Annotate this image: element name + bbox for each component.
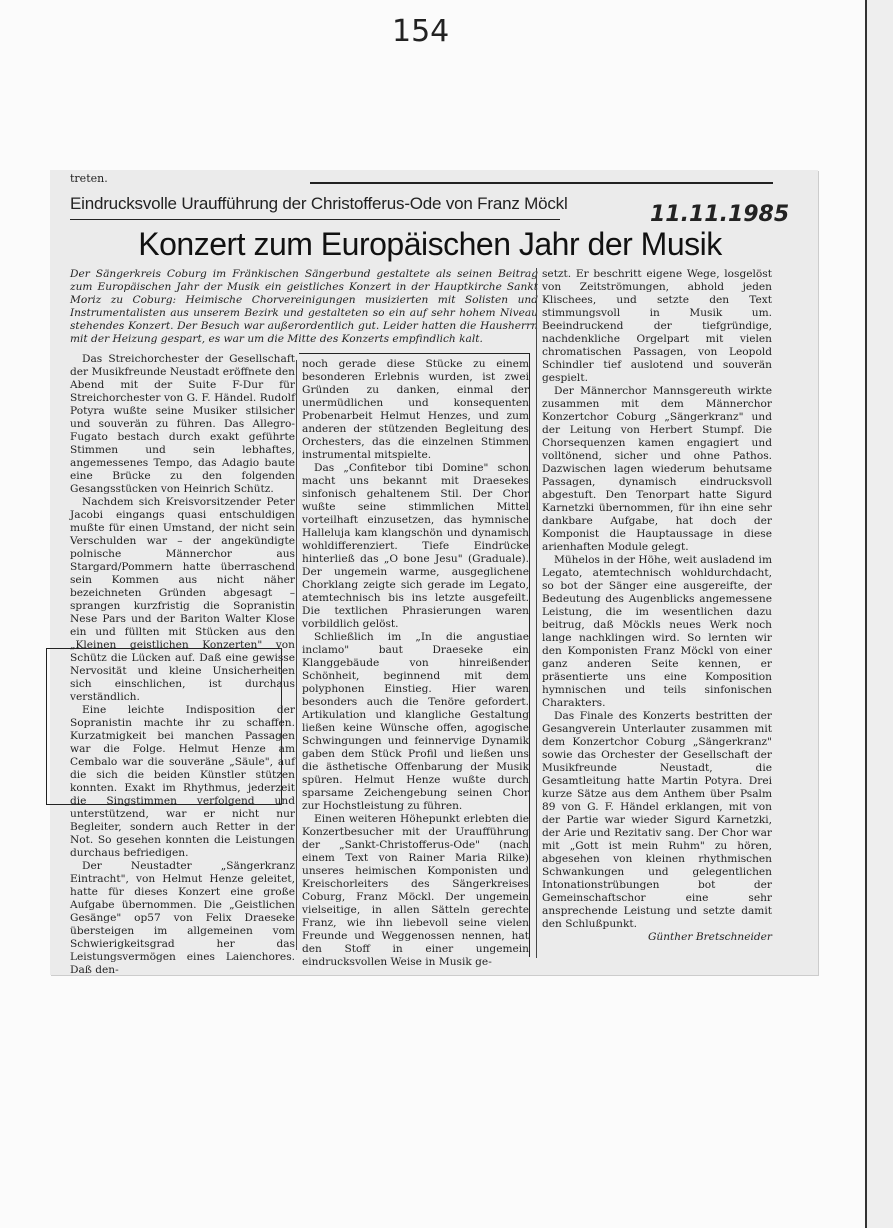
paragraph: setzt. Er beschritt eigene Wege, losgelöst von Zeitströmungen, abhold jeden Klischees, und setzte den Text stimmungsvoll in Musik um. Beeindruckend der tiefgründige, nachdenkliche Orgelpart mit vielen chromatischen Passagen, von Leopold Schindler tief auslotend und souverän gespielt.	[542, 268, 772, 384]
paragraph: Der Neustadter „Sängerkranz Eintracht", von Helmut Henze geleitet, hatte für dieses Konzert eine große Aufgabe übernommen. Die „Geistlichen Gesänge" op57 von Felix Draeseke übersteigen im allgemeinen vom Schwierigkeitsgrad her das Leistungsvermögen eines Laienchores. Daß den-	[70, 860, 295, 976]
page-number: 154	[392, 14, 450, 49]
binder-edge	[865, 0, 893, 1228]
handwritten-date: 11.11.1985	[650, 202, 790, 227]
paragraph: Das Streichorchester der Gesellschaft der Musikfreunde Neustadt eröffnete den Abend mit der Suite F-Dur für Streichorchester von G. F. Händel. Rudolf Potyra wußte seine Musiker stilsicher und souverän zu führen. Das Allegro-Fugato bestach durch exakt geführte Stimmen und sein lebhaftes, angemessenes Tempo, das Adagio baute eine Brücke zu den folgenden Gesangsstücken von Heinrich Schütz.	[70, 353, 295, 495]
article-column-2	[302, 358, 529, 969]
clipping-fragment-text: treten.	[70, 172, 108, 185]
lead-paragraph	[70, 268, 538, 346]
top-rule	[310, 182, 773, 184]
kicker: Eindrucksvolle Uraufführung der Christofferus-Ode von Franz Möckl	[70, 194, 568, 213]
paragraph: Der Männerchor Mannsgereuth wirkte zusammen mit dem Männerchor Konzertchor Coburg „Sängerkranz" und der Leitung von Herbert Stumpf. Die Chorsequenzen kamen engagiert und volltönend, sicher und ohne Pathos. Dazwischen lagen wiederum behutsame Passagen, dynamisch eindrucksvoll abgestuft. Den Tenorpart hatte Sigurd Karnetzki übernommen, für ihn eine sehr dankbare Aufgabe, hat doch der Komponist die Hauptaussage in diese arienhaften Module gelegt.	[542, 385, 772, 553]
author-signature: Günther Bretschneider	[647, 931, 772, 943]
paragraph: Eine leichte Indisposition der Sopranistin machte ihr zu schaffen. Kurzatmigkeit bei manchen Passagen war die Folge. Helmut Henze am Cembalo war die souveräne „Säule", auf die sich die beiden Künstler stützen konnten. Exakt im Rhythmus, jederzeit die Singstimmen verfolgend und unterstützend, war er nicht nur Begleiter, sondern auch Retter in der Not. So gesehen konnten die Leistungen durchaus befriedigen.	[70, 704, 295, 859]
paragraph: Nachdem sich Kreisvorsitzender Peter Jacobi eingangs quasi entschuldigen mußte für einen Umstand, der nicht sein Verschulden war – der angekündigte polnische Männerchor aus Stargard/Pommern hatte überraschend sein Kommen aus nicht näher bezeichneten Gründen abgesagt – sprangen kurzfristig die Sopranistin Nese Pars und der Bariton Walter Klose ein und füllten mit Stücken aus den „Kleinen geistlichen Konzerten" von Schütz die Lücken auf. Daß eine gewisse Nervosität und kleine Unsicherheiten sich einschlichen, ist durchaus verständlich.	[70, 496, 295, 703]
paragraph: Schließlich im „In die angustiae inclamo" baut Draeseke ein Klanggebäude von hinreißender Schönheit, beginnend mit dem polyphonen Einstieg. Hier waren besonders auch die Tenöre gefordert. Artikulation und klangliche Gestaltung ließen keine Wünsche offen, agogische Schwingungen und feinnervige Dynamik gaben dem Stück Profil und ließen uns die ästhetische Offenbarung der Musik spüren. Helmut Henze wußte durch sparsame Zeichengebung seinen Chor zur Hochstleistung zu führen.	[302, 631, 529, 812]
column-rule	[296, 360, 297, 950]
paragraph: Das „Confitebor tibi Domine" schon macht uns bekannt mit Draesekes sinfonisch gehaltenem Stil. Der Chor wußte seine stimmlichen Mittel vorteilhaft einzusetzen, das hymnische Halleluja kam klangschön und dynamisch wohldifferenziert. Tiefe Eindrücke hinterließ das „O bone Jesu" (Graduale). Der ungemein warme, ausgeglichene Chorklang zeigte sich gerade im Legato, atemtechnisch bis ins letzte ausgefeilt. Die textlichen Phrasierungen waren vorbildlich gelöst.	[302, 462, 529, 630]
paragraph: Einen weiteren Höhepunkt erlebten die Konzertbesucher mit der Uraufführung der „Sankt-Christofferus-Ode" (nach einem Text von Rainer Maria Rilke) unseres heimischen Komponisten und Kreischorleiters des Sängerkreises Coburg, Franz Möckl. Der ungemein vielseitige, in allen Sätteln gerechte Franz, wie ihn liebevoll seine vielen Freunde und Weggenossen nennen, hat den Stoff in einer ungemein eindrucksvollen Weise in Musik ge-	[302, 813, 529, 968]
article-column-3	[542, 268, 772, 944]
paragraph: noch gerade diese Stücke zu einem besonderen Erlebnis wurden, ist zwei Gründen zu danken, einmal der unermüdlichen und konsequenten Probenarbeit Helmut Henzes, und zum anderen der stützenden Begleitung des Orchesters, das die einzelnen Stimmen instrumental mitspielte.	[302, 358, 529, 461]
paragraph: Mühelos in der Höhe, weit ausladend im Legato, atemtechnisch wohldurchdacht, so bot der Sänger eine ausgereifte, der Bedeutung des Augenblicks angemessene Leistung, die im wesentlichen dazu beitrug, daß Möckls neues Werk noch lange nachklingen wird. So lernten wir den Komponisten Franz Möckl von einer ganz anderen Seite kennen, er präsentierte uns eine Komposition hymnischen und teils sinfonischen Charakters.	[542, 554, 772, 709]
kicker-rule	[70, 219, 560, 220]
lead-text: Der Sängerkreis Coburg im Fränkischen Sängerbund gestaltete als seinen Beitrag zum Europäischen Jahr der Musik ein geistliches Konzert in der Hauptkirche Sankt Moriz zu Coburg: Heimische Chorvereinigungen musizierten mit Solisten und Instrumentalisten aus unserem Bezirk und gestalteten so ein auf sehr hohem Niveau stehendes Konzert. Der Besuch war außerordentlich gut. Leider hatten die Hausherrn mit der Heizung gespart, es war um die Mitte des Konzerts empfindlich kalt.	[70, 268, 538, 345]
paragraph: Das Finale des Konzerts bestritten der Gesangverein Unterlauter zusammen mit dem Konzertchor Coburg „Sängerkranz" sowie das Orchester der Gesellschaft der Musikfreunde Neustadt, die Gesamtleitung hatte Martin Potyra. Drei kurze Sätze aus dem Anthem über Psalm 89 von G. F. Händel erklangen, mit von der Partie war wieder Sigurd Karnetzki, der Arie und Rezitativ sang. Der Chor war mit „Gott ist mein Ruhm" zu hören, abgesehen von kleinen rhythmischen Schwankungen und gelegentlichen Intonationstrübungen bot der Gemeinschaftschor eine sehr ansprechende Leistung und setzte damit den Schlußpunkt.	[542, 710, 772, 930]
box-rule-col1	[46, 648, 282, 805]
column-rule	[536, 268, 537, 958]
box-rule-col2	[299, 353, 530, 957]
headline: Konzert zum Europäischen Jahr der Musik	[138, 226, 722, 262]
newspaper-clipping	[50, 170, 818, 975]
